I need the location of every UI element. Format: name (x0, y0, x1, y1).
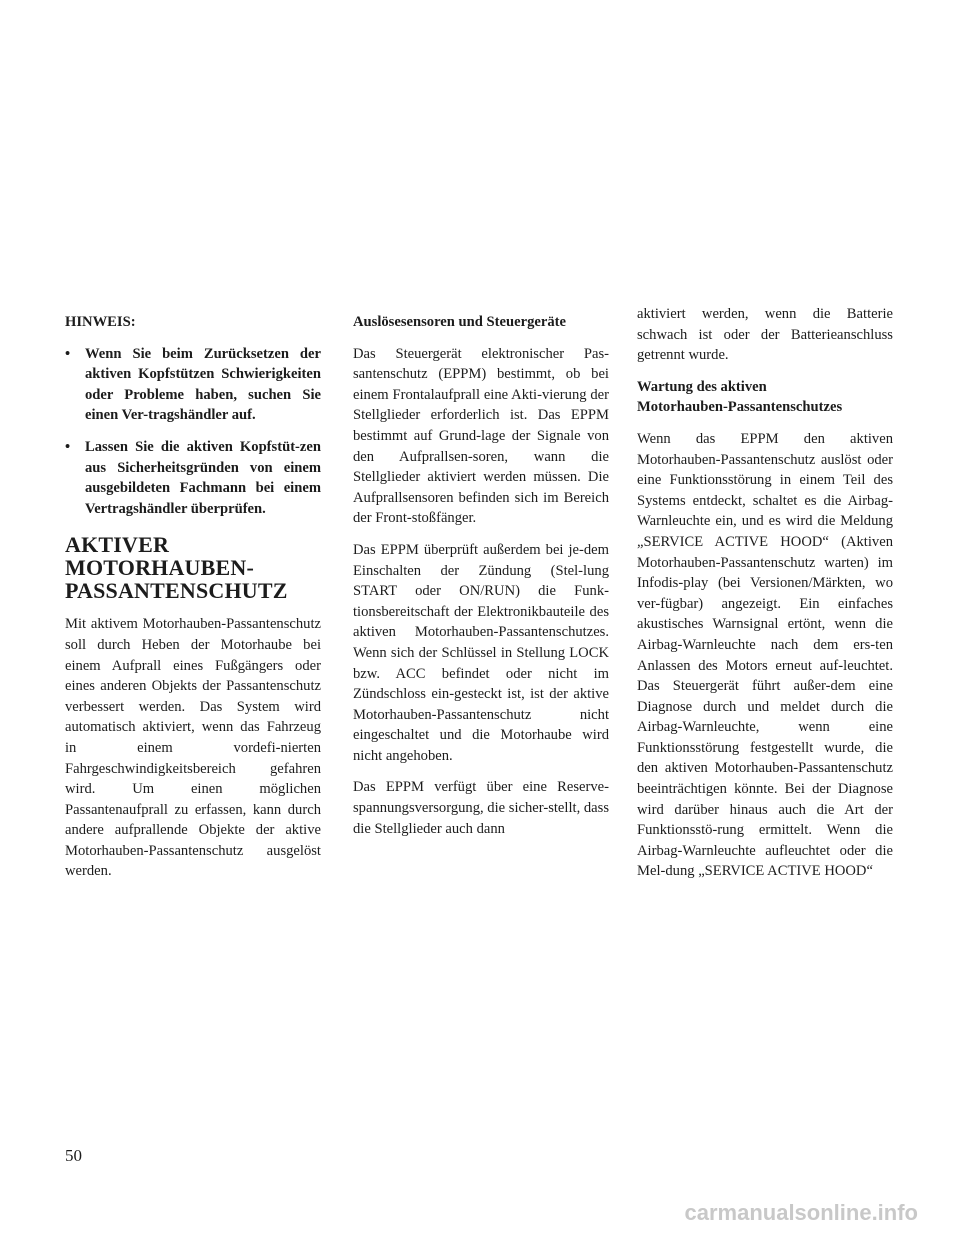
bullet-icon: • (65, 438, 71, 455)
note-text: Lassen Sie die aktiven Kopfstüt-zen aus Sicherheitsgründen von einem ausgebildeten Fachmann bei einem Vertragshändler überprüfen. (85, 438, 321, 517)
section-title-line: MOTORHAUBEN- (65, 555, 255, 581)
note-item (65, 437, 321, 519)
section-title-line: PASSANTENSCHUTZ (65, 578, 288, 604)
column-middle (353, 312, 609, 850)
body-paragraph: Das EPPM überprüft außerdem bei je-dem Einschalten der Zündung (Stel-lung START oder ON/RUN) die Funk-tionsbereitschaft der Elektronikbauteile des aktiven Motorhauben-Passantenschutzes. Wenn sich der Schlüssel in Stellung LOCK bzw. ACC befindet oder nicht im Zündschloss ein-gesteckt ist, ist der aktive Motorhauben-Passantenschutz nicht eingeschaltet und die Motorhaube wird nicht angehoben. (353, 541, 609, 764)
section-title (65, 533, 321, 602)
note-list (65, 344, 321, 520)
body-paragraph: Mit aktivem Motorhauben-Passantenschutz soll durch Heben der Motorhaube bei einem Aufprall eines Fußgängers oder eines anderen Objekts der Passantenschutz verbessert werden. Das System wird automatisch aktiviert, wenn das Fahrzeug in einem vordefi-nierten Fahrgeschwindigkeitsbereich gefahren wird. Um einen möglichen Passantenaufprall zu erfassen, kann durch andere aufprallende Objekte der aktive Motorhauben-Passantenschutz ausgelöst werden. (65, 616, 321, 880)
column-right (637, 304, 893, 893)
subsection-heading-line: Wartung des aktiven (637, 378, 767, 395)
note-heading: HINWEIS: (65, 314, 136, 330)
section-title-line: AKTIVER (65, 532, 170, 558)
watermark: carmanualsonline.info (684, 1200, 918, 1225)
subsection-heading (637, 377, 893, 418)
page-number: 50 (65, 1146, 82, 1165)
note-text: Wenn Sie beim Zurücksetzen der aktiven Kopfstützen Schwierigkeiten oder Probleme haben, suchen Sie einen Ver-tragshändler auf. (85, 345, 321, 424)
subsection-heading: Auslösesensoren und Steuergeräte (353, 314, 566, 330)
column-left (65, 312, 321, 893)
body-paragraph: aktiviert werden, wenn die Batterie schwach ist oder der Batterieanschluss getrennt wurde. (637, 306, 893, 364)
body-paragraph: Das Steuergerät elektronischer Pas-santenschutz (EPPM) bestimmt, ob bei einem Frontalaufprall eine Akti-vierung der Stellglieder erforderlich ist. Das EPPM bestimmt auf Grund-lage der Signale von den Aufprallsen-soren, wann die Stellglieder aktiviert werden müssen. Die Aufprallsensoren befinden sich im Bereich der Front-stoßfänger. (353, 345, 609, 527)
note-item (65, 344, 321, 426)
body-paragraph: Wenn das EPPM den aktiven Motorhauben-Passantenschutz auslöst oder eine Funktionsstörung in einem Teil des Systems entdeckt, schaltet es die Airbag-Warnleuchte ein, und es wird die Meldung „SERVICE ACTIVE HOOD“ (Aktiven Motorhauben-Passantenschutz warten) im Infodis-play (bei Versionen/Märkten, wo ver-fügbar) angezeigt. Ein einfaches akustisches Warnsignal ertönt, wenn die Airbag-Warnleuchte nach dem ers-ten Anlassen des Motors erneut auf-leuchtet. Das Steuergerät führt außer-dem eine Diagnose durch und meldet durch die Airbag-Warnleuchte, wenn eine Funktionsstörung festgestellt wurde, die den aktiven Motorhauben-Passantenschutz beeinträchtigen könnte. Bei der Diagnose wird darüber hinaus auch die Art der Funktionsstö-rung ermittelt. Wenn die Airbag-Warnleuchte aufleuchtet oder die Mel-dung „SERVICE ACTIVE HOOD“ (637, 430, 893, 880)
subsection-heading-line: Motorhauben-Passantenschutzes (637, 399, 843, 416)
bullet-icon: • (65, 345, 71, 362)
body-paragraph: Das EPPM verfügt über eine Reserve-spannungsversorgung, die sicher-stellt, dass die Stellglieder auch dann (353, 779, 610, 837)
